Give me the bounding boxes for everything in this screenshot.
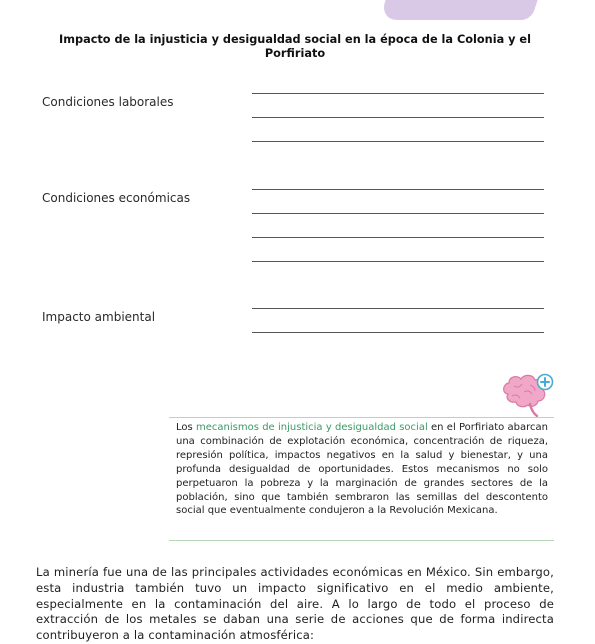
answer-line[interactable] [252, 189, 544, 190]
row-label-condiciones-economicas: Condiciones económicas [42, 191, 191, 205]
answer-line[interactable] [252, 261, 544, 262]
info-callout-text [176, 421, 548, 518]
answer-line[interactable] [252, 308, 544, 309]
answer-line[interactable] [252, 141, 544, 142]
row-label-impacto-ambiental: Impacto ambiental [42, 310, 156, 324]
info-rest: en el Porfiriato abarcan una combinación de explotación económica, concentración de riqueza, represión política, impactos negativos en la salud y bienestar, y una profunda desigualdad de oportunidades. Estos mecanismos no solo perpetuaron la pobreza y la marginación de grandes sectores de la población, sino que también sembraron las semillas del descontento social que eventualmente condujeron a la Revolución Mexicana. [176, 422, 549, 517]
row-label-condiciones-laborales: Condiciones laborales [42, 95, 174, 109]
answer-line[interactable] [252, 332, 544, 333]
answer-line[interactable] [252, 93, 544, 94]
body-paragraph: La minería fue una de las principales actividades económicas en México. Sin embargo, esta industria también tuvo un impacto significativo en el medio ambiente, especialmente en la contaminación del aire. A lo largo de todo el proceso de extracción de los metales se daban una serie de acciones que de forma indirecta contribuyeron a la contaminación atmosférica: [36, 565, 554, 643]
plus-icon [538, 375, 553, 390]
header-tab-decoration [379, 0, 541, 20]
info-highlight-term: mecanismos de injusticia y desigualdad social [196, 422, 428, 433]
answer-line[interactable] [252, 117, 544, 118]
info-callout-box [169, 417, 554, 541]
info-lead: Los [176, 422, 197, 433]
page-title: Impacto de la injusticia y desigualdad social en la época de la Colonia y el Porfiriato [59, 33, 531, 60]
brain-icon [500, 372, 556, 420]
answer-line[interactable] [252, 213, 544, 214]
answer-line[interactable] [252, 237, 544, 238]
